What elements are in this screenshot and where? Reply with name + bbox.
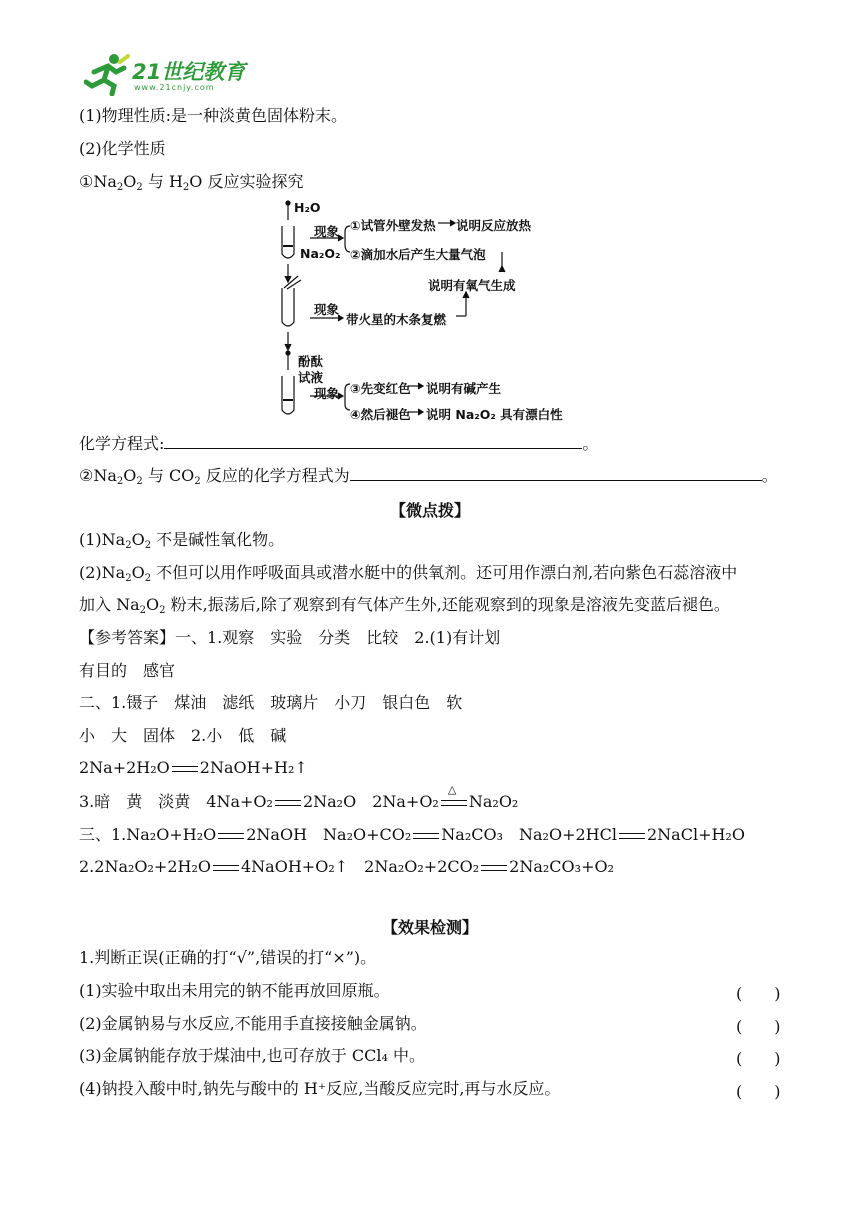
question-item: (4)钠投入酸中时,钠先与酸中的 H⁺反应,当酸反应完时,再与水反应。: [79, 1079, 561, 1098]
logo: [84, 50, 254, 98]
question-1-intro: 1.判断正误(正确的打“√”,错误的打“×”)。: [79, 948, 377, 967]
tip-1: $(1)Na_2O_2$ 不是碱性氧化物。: [79, 530, 285, 551]
tip-2-line-1: $(2)Na_2O_2$ 不但可以用作呼吸面具或潜水艇中的供氧剂。还可用作漂白剂,若向紫色石蕊溶液中: [79, 563, 738, 584]
obs-fade: ④然后褪色: [350, 407, 411, 422]
equals-sign: [413, 833, 439, 839]
label-phenomenon-2: 现象: [314, 302, 340, 317]
obs-bubbles: ②滴加水后产生大量气泡: [350, 247, 486, 262]
answer-paren-1[interactable]: ( ): [736, 984, 781, 1003]
res-oxygen: 说明有氧气生成: [428, 278, 516, 293]
answer-line-1: 【参考答案】一、1.观察 实验 分类 比较 2.(1)有计划: [79, 628, 501, 647]
label-h2o: H₂O: [294, 200, 321, 215]
question-item: (2)金属钠易与水反应,不能用手直接接触金属钠。: [79, 1014, 427, 1033]
test-heading: 【效果检测】: [381, 918, 478, 937]
res-base: 说明有碱产生: [426, 381, 502, 396]
answer-line-6: 3.暗 黄 淡黄 4Na+O₂ 2Na₂O 2Na+O₂ △ Na₂O₂: [79, 792, 518, 812]
tip-heading: 【微点拨】: [389, 501, 470, 520]
obs-ember: 带火星的木条复燃: [346, 312, 447, 327]
label-phenolphthalein: 酚酞: [298, 354, 324, 369]
equals-sign: [213, 865, 239, 871]
equals-sign: [481, 865, 507, 871]
equals-sign: [218, 833, 244, 839]
answer-line-4: 小 大 固体 2.小 低 碱: [79, 726, 287, 745]
tip-2-line-2: 加入 $Na_2O_2$ 粉末,振荡后,除了观察到有气体产生外,还能观察到的现象是溶液先变蓝后褪色。: [79, 595, 730, 616]
obs-heat: ①试管外壁发热: [350, 218, 436, 233]
answer-blank-1[interactable]: [164, 434, 582, 449]
res-bleach: 说明 Na₂O₂ 具有漂白性: [426, 407, 563, 422]
label-phenomenon-3: 现象: [314, 386, 340, 401]
answer-line-3: 二、1.镊子 煤油 滤纸 玻璃片 小刀 银白色 软: [79, 693, 463, 712]
co2-fill-line: $②Na_2O_2$ 与 $CO_2$ 反应的化学方程式为 。: [79, 466, 778, 487]
answer-line-2: 有目的 感官: [79, 661, 176, 680]
experiment-diagram: [270, 196, 600, 426]
label-na2o2: Na₂O₂: [300, 246, 341, 261]
res-heat: 说明反应放热: [456, 218, 532, 233]
equation-fill-line: 化学方程式: 。: [79, 434, 599, 453]
answer-paren-2[interactable]: ( ): [736, 1017, 781, 1036]
heat-icon: △: [447, 783, 457, 796]
label-phenomenon-1: 现象: [314, 224, 340, 239]
equals-sign: [275, 800, 301, 806]
equals-sign: [619, 833, 645, 839]
chemical-property-heading: (2)化学性质: [79, 139, 166, 158]
answer-paren-3[interactable]: ( ): [736, 1049, 781, 1068]
logo-text: 21世纪教育: [132, 60, 246, 84]
equals-sign: [441, 800, 467, 806]
question-item: (3)金属钠能存放于煤油中,也可存放于 CCl₄ 中。: [79, 1046, 425, 1065]
answer-line-5: 2Na+2H₂O 2NaOH+H₂↑: [79, 758, 308, 777]
experiment-title: $①Na_2O_2$ 与 $H_2O$ 反应实验探究: [79, 172, 304, 193]
answer-paren-4[interactable]: ( ): [736, 1082, 781, 1101]
physical-property: (1)物理性质:是一种淡黄色固体粉末。: [79, 106, 348, 125]
answer-blank-2[interactable]: [350, 466, 762, 481]
runner-logo-icon: [84, 52, 130, 96]
label-test-solution: 试液: [298, 370, 324, 385]
equals-sign: [172, 766, 198, 772]
obs-red: ③先变红色: [350, 381, 411, 396]
answer-line-7: 三、1.Na₂O+H₂O 2NaOH Na₂O+CO₂ Na₂CO₃ Na₂O+2HCl 2NaCl+H₂O: [79, 825, 745, 844]
answer-line-8: 2.2Na₂O₂+2H₂O 4NaOH+O₂↑ 2Na₂O₂+2CO₂ 2Na₂CO₃+O₂: [79, 857, 615, 876]
logo-url: www.21cnjy.com: [134, 83, 215, 92]
question-item: (1)实验中取出未用完的钠不能再放回原瓶。: [79, 981, 390, 1000]
